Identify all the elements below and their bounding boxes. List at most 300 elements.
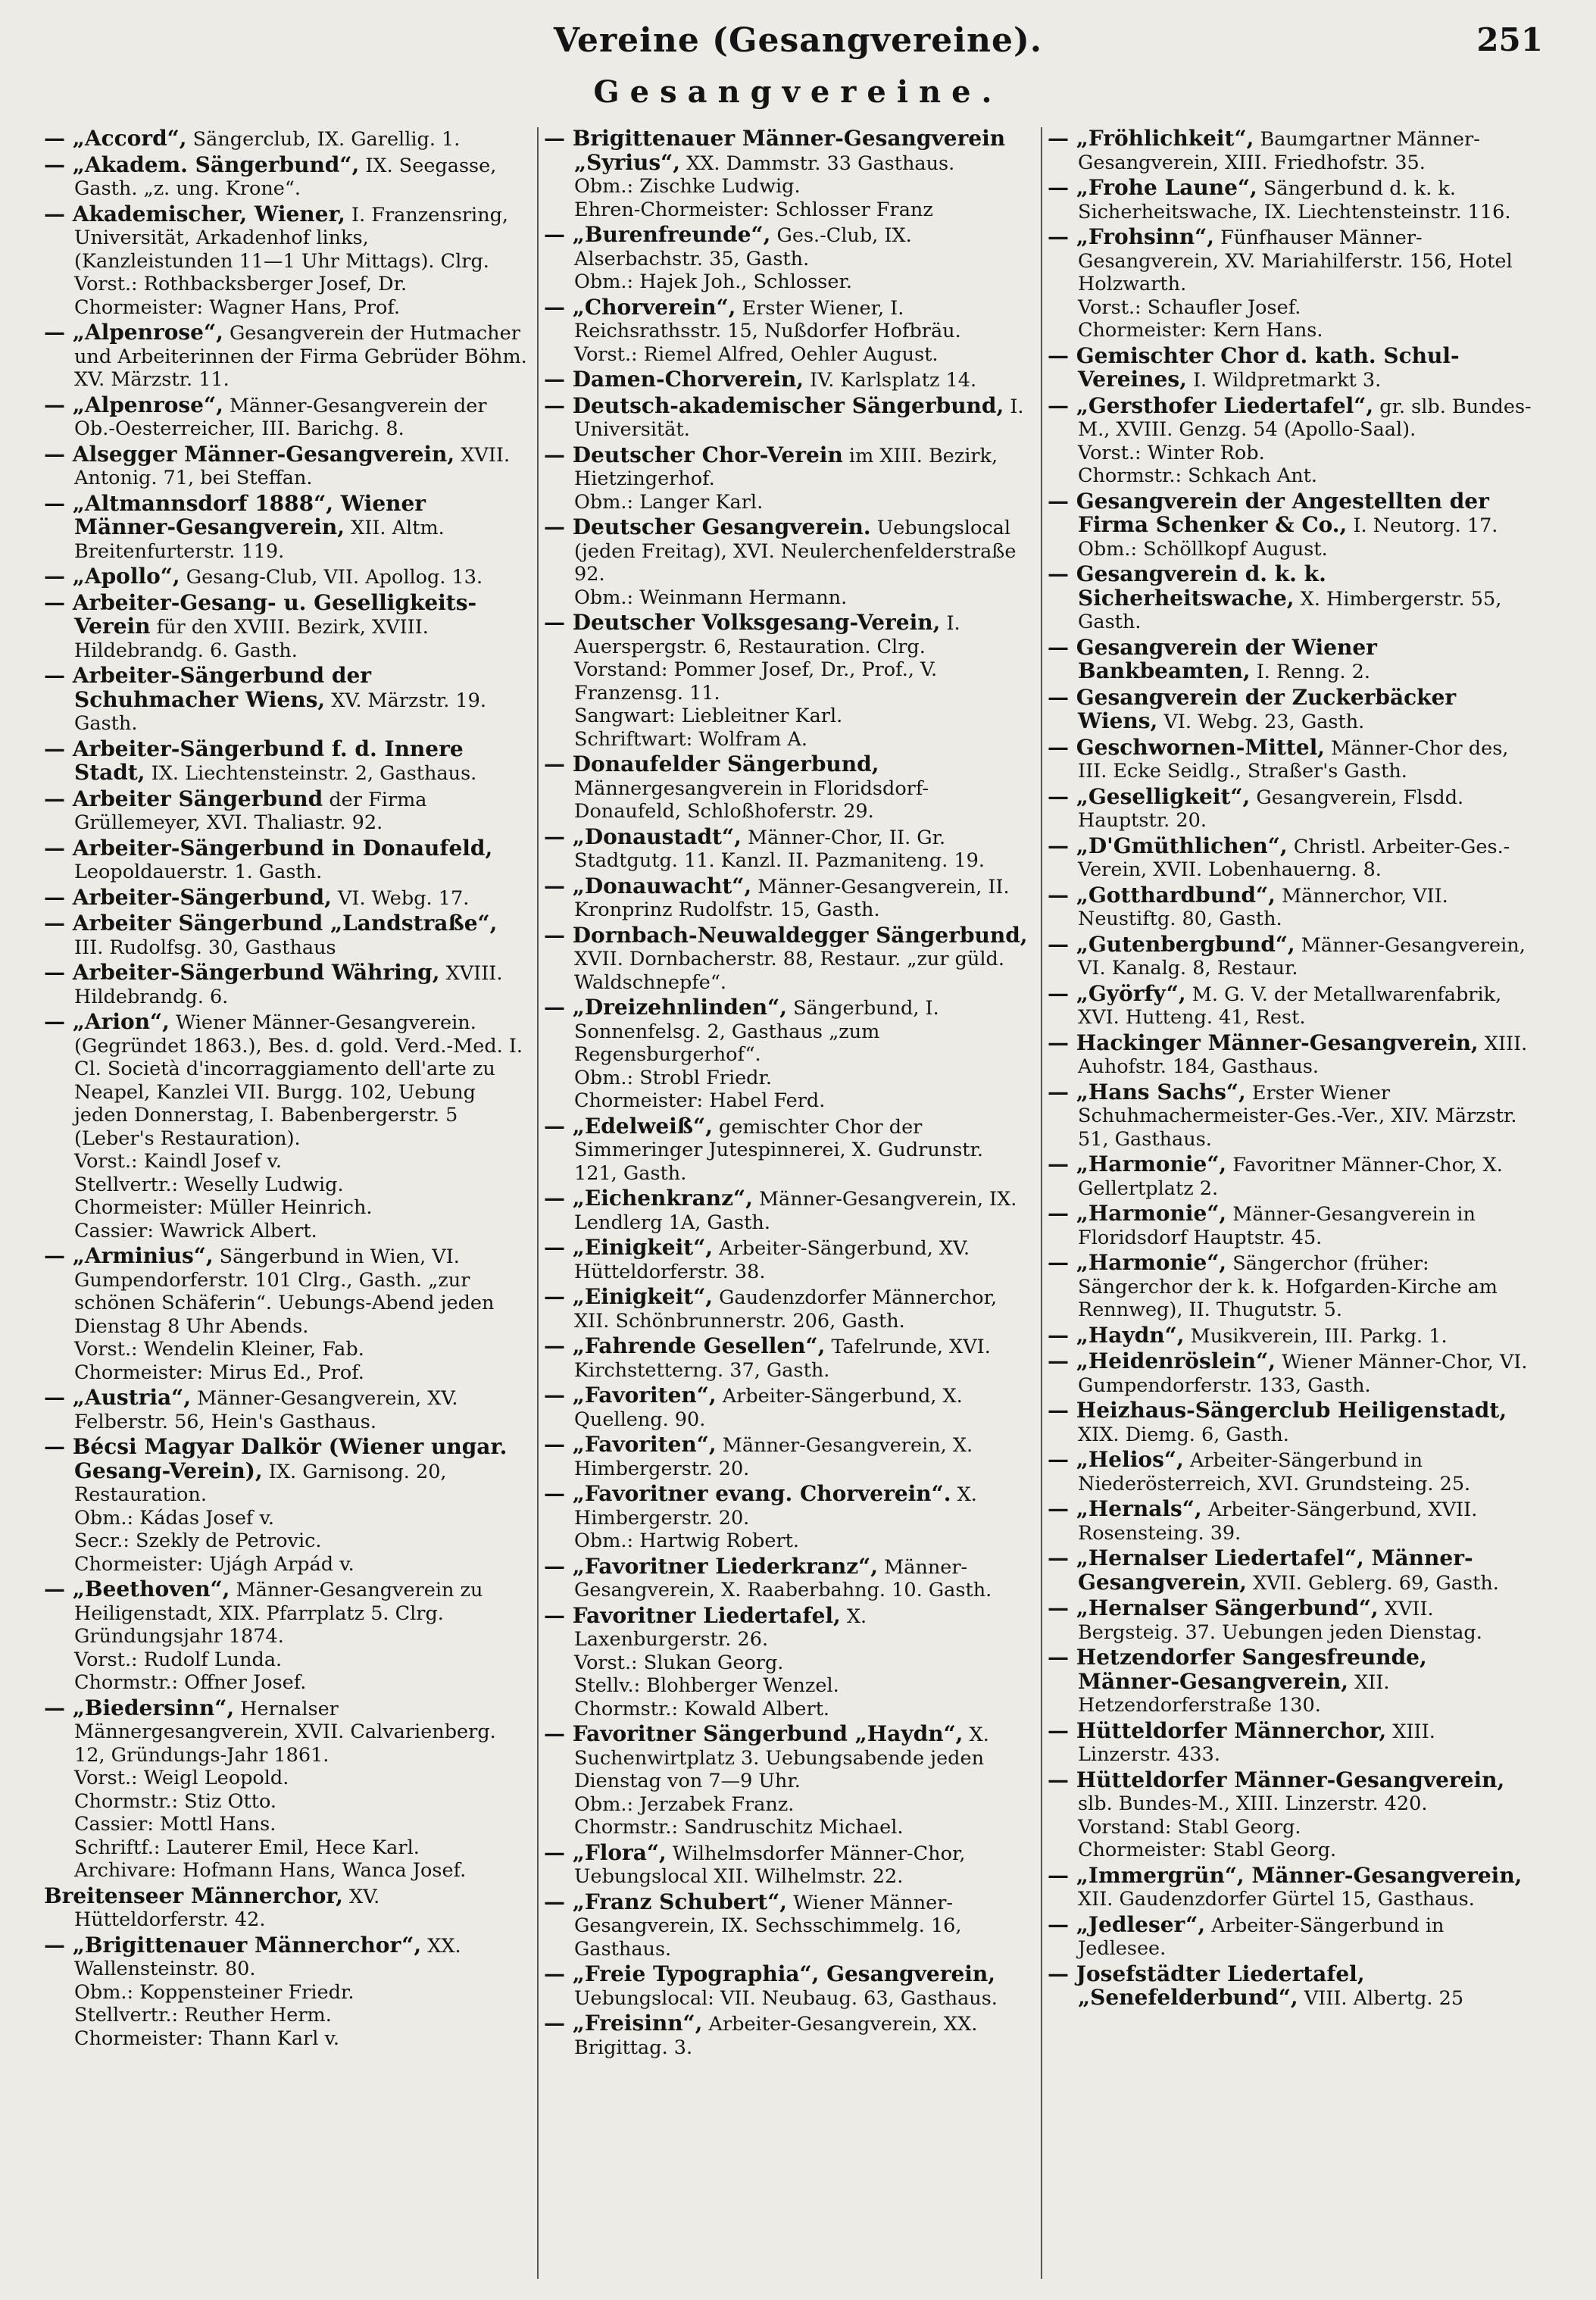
entry-name: — Arbeiter-Sängerbund f. d. Innere Stadt,	[44, 736, 464, 785]
entry-officer-line: Schriftwart: Wolfram A.	[574, 727, 807, 751]
entry-officer-line: Chormeister: Kern Hans.	[1078, 319, 1323, 342]
entry-details: Wiener Männer-Gesangverein. (Gegründet 1863.), Bes. d. gold. Verd.-Med. I. Cl. Società d'incorraggiamento dell'arte zu Neapel, Kanzlei VII. Burgg. 102, Uebung jeden Donnerstag, I. Babenbergerstr. 5 (Leber's Restauration).	[74, 1011, 523, 1150]
directory-entry	[44, 203, 529, 320]
entry-details: Männer-Gesangverein, II. Kronprinz Rudolfstr. 15, Gasth.	[574, 875, 1010, 921]
entry-officer-line: Vorst.: Rothbacksberger Josef, Dr.	[74, 273, 408, 295]
entry-name: — „Akadem. Sängerbund“,	[44, 152, 360, 177]
directory-entry	[1048, 1963, 1532, 2011]
directory-entry	[1048, 636, 1532, 684]
entry-name: — „Helios“,	[1048, 1447, 1184, 1472]
entry-details: XX. Wallensteinstr. 80.	[74, 1934, 461, 1980]
entry-details: X. Laxenburgerstr. 26.	[574, 1605, 867, 1651]
directory-entry	[544, 1286, 1029, 1333]
entry-name: — „Dreizehnlinden“,	[544, 995, 788, 1020]
entry-name: — „Hernalser Liedertafel“, Männer-Gesangverein,	[1048, 1545, 1473, 1595]
entry-officer-line: Vorst.: Riemel Alfred, Oehler August.	[574, 342, 939, 366]
directory-entry	[44, 589, 529, 663]
entry-details: XIX. Diemg. 6, Gasth.	[1078, 1423, 1289, 1446]
entry-name: — „Harmonie“,	[1048, 1201, 1227, 1226]
entry-officer-line: Obm.: Strobl Friedr.	[574, 1066, 773, 1089]
entry-name: — Arbeiter Sängerbund	[44, 786, 323, 811]
entry-details: XX. Dammstr. 33 Gasthaus.	[686, 152, 955, 175]
directory-entry	[1048, 563, 1532, 634]
entry-officer-line: Cassier: Mottl Hans.	[74, 1813, 276, 1836]
entry-name: — Akademischer, Wiener,	[44, 201, 345, 227]
entry-details: Leopoldauerstr. 1. Gasth.	[74, 861, 323, 883]
directory-entry	[544, 1384, 1029, 1431]
directory-entry	[544, 1433, 1029, 1480]
entry-name: — Deutsch-akademischer Sängerbund,	[544, 392, 1004, 418]
entry-officer-line: Obm.: Weinmann Hermann.	[574, 586, 848, 609]
entry-name: — Hütteldorfer Männerchor,	[1048, 1717, 1387, 1743]
entry-details: Sängerbund in Wien, VI. Gumpendorferstr. 101 Clrg., Gasth. „zur schönen Schäferin“. Uebungs-Abend jeden Dienstag 8 Uhr Abends.	[74, 1245, 495, 1338]
entry-officer-line: Chormeister: Habel Ferd.	[574, 1089, 826, 1112]
entry-details: Männer-Gesangverein, VI. Kanalg. 8, Restaur.	[1078, 933, 1526, 980]
entry-name: — „Donaustadt“,	[544, 823, 742, 849]
entry-name: — Hackinger Männer-Gesangverein,	[1048, 1030, 1479, 1055]
directory-entry	[1048, 884, 1532, 931]
directory-entry	[544, 823, 1029, 873]
entry-name: — Arbeiter-Sängerbund der Schuhmacher Wiens,	[44, 663, 372, 712]
entry-name: — „Biedersinn“,	[44, 1695, 235, 1720]
directory-entry	[44, 443, 529, 490]
directory-entry	[1048, 1081, 1532, 1152]
directory-entry	[544, 1483, 1029, 1553]
entry-details: XV. Hütteldorferstr. 42.	[74, 1885, 380, 1931]
directory-entry	[1048, 686, 1532, 734]
entry-details: Erster Wiener Schuhmachermeister-Ges.-Ver., XIV. Märzstr. 51, Gasthaus.	[1078, 1081, 1517, 1151]
directory-entry	[544, 611, 1029, 751]
entry-officer-line: Ehren-Chormeister: Schlosser Franz	[574, 198, 933, 221]
entry-officer-line: Schriftf.: Lauterer Emil, Hece Karl.	[74, 1836, 420, 1859]
directory-entry	[544, 875, 1029, 922]
entry-details: im XIII. Bezirk, Hietzingerhof.	[574, 444, 998, 490]
entry-name: — „Brigittenauer Männerchor“,	[44, 1932, 422, 1958]
entry-details: Arbeiter-Sängerbund, X. Quelleng. 90.	[574, 1385, 963, 1431]
column-3	[1048, 127, 1532, 2279]
entry-name: — „Arminius“,	[44, 1243, 214, 1268]
entry-details: I. Neutorg. 17.	[1353, 514, 1498, 537]
directory-entry	[1048, 1153, 1532, 1200]
entry-officer-line: Vorstand: Stabl Georg.	[1078, 1815, 1301, 1839]
entry-details: Uebungslocal: VII. Neubaug. 63, Gasthaus.	[574, 1986, 998, 2010]
directory-entry	[544, 1187, 1029, 1234]
entry-name: — „Accord“,	[44, 127, 187, 151]
entry-details: X. Suchenwirtplatz 3. Uebungsabende jeden Dienstag von 7—9 Uhr.	[574, 1723, 989, 1792]
entry-name: — „D'Gmüthlichen“,	[1048, 833, 1288, 858]
entry-details: für den XVIII. Bezirk, XVIII. Hildebrandg. 6. Gasth.	[74, 616, 429, 662]
directory-entry	[1048, 1769, 1532, 1862]
directory-entry	[1048, 1498, 1532, 1545]
entry-details: XVII. Dornbacherstr. 88, Restaur. „zur güld. Waldschnepfe“.	[574, 948, 1004, 994]
entry-name: — Deutscher Volksgesang-Verein,	[544, 610, 941, 635]
directory-entry	[44, 492, 529, 564]
directory-entry	[544, 2012, 1029, 2059]
entry-name: Breitenseer Männerchor,	[44, 1883, 343, 1908]
entry-officer-line: Stellvertr.: Weselly Ludwig.	[74, 1173, 344, 1196]
entry-details: IX. Liechtensteinstr. 2, Gasthaus.	[151, 762, 477, 785]
entry-details: Männer-Chor, II. Gr. Stadtgutg. 11. Kanzl. II. Pazmaniteng. 19.	[574, 826, 985, 872]
directory-entry	[44, 961, 529, 1008]
directory-entry	[1048, 1646, 1532, 1717]
directory-entry	[1048, 1399, 1532, 1446]
entry-name: — „Györfy“,	[1048, 980, 1186, 1006]
entry-details: IX. Seegasse, Gasth. „z. ung. Krone“.	[74, 154, 497, 200]
entry-details: Sängerchor (früher: Sängerchor der k. k. Hofgarden-Kirche am Rennweg), II. Thugutstr. 5.	[1078, 1252, 1498, 1321]
entry-details: I. Wildpretmarkt 3.	[1192, 369, 1382, 392]
entry-details: VIII. Albertg. 25	[1304, 1987, 1464, 2010]
directory-entry	[1048, 1202, 1532, 1249]
entry-details: Christl. Arbeiter-Ges.-Verein, XVII. Lobenhauerng. 8.	[1078, 835, 1510, 881]
entry-details: Arbeiter-Sängerbund, XVII. Rosensteing. 39.	[1078, 1498, 1478, 1545]
entry-details: Männer-Gesangverein der Ob.-Oesterreicher, III. Barichg. 8.	[74, 394, 487, 440]
directory-entry	[44, 127, 529, 152]
entry-details: Männer-Gesangverein, XV. Felberstr. 56, Hein's Gasthaus.	[74, 1387, 458, 1433]
entry-officer-line: Chormeister: Thann Karl v.	[74, 2027, 339, 2050]
entry-details: IX. Garnisong. 20, Restauration.	[74, 1460, 447, 1506]
entry-details: Tafelrunde, XVI. Kirchstetterng. 37, Gasth.	[574, 1336, 991, 1382]
entry-officer-line: Chormstr.: Offner Josef.	[74, 1671, 307, 1694]
directory-entry	[44, 1885, 529, 1932]
entry-details: I. Renng. 2.	[1256, 661, 1370, 683]
directory-entry	[44, 912, 529, 959]
directory-entry	[1048, 1911, 1532, 1961]
entry-details: III. Rudolfsg. 30, Gasthaus	[74, 936, 336, 959]
entry-details: Baumgartner Männer-Gesangverein, XIII. Friedhofstr. 35.	[1078, 128, 1480, 174]
directory-entry	[544, 996, 1029, 1113]
entry-name: — „Favoriten“,	[544, 1432, 717, 1457]
entry-officer-line: Cassier: Wawrick Albert.	[74, 1219, 317, 1242]
directory-entry	[544, 1236, 1029, 1283]
entry-details: Uebungslocal (jeden Freitag), XVI. Neulerchenfelderstraße 92.	[574, 517, 1017, 586]
entry-name: — Arbeiter Sängerbund „Landstraße“,	[44, 911, 498, 936]
directory-entry	[1048, 1252, 1532, 1322]
entry-officer-line: Chormeister: Müller Heinrich.	[74, 1196, 373, 1219]
entry-details: XII. Hetzendorferstraße 130.	[1078, 1670, 1390, 1717]
entry-name: — Donaufelder Sängerbund,	[544, 752, 879, 777]
directory-entry	[44, 664, 529, 736]
directory-entry	[1048, 980, 1532, 1030]
directory-entry	[544, 1839, 1029, 1889]
entry-name: — „Geselligkeit“,	[1048, 783, 1251, 809]
entry-name: — „Favoritner evang. Chorverein“.	[544, 1481, 951, 1506]
entry-name: — „Hernals“,	[1048, 1496, 1202, 1521]
entry-name: — Hütteldorfer Männer-Gesangverein,	[1048, 1767, 1505, 1792]
directory-entry	[1048, 1324, 1532, 1348]
directory-entry	[544, 127, 1029, 221]
entry-details: gr. slb. Bundes-M., XVIII. Genzg. 54 (Apollo-Saal).	[1078, 395, 1532, 441]
entry-name: — Favoritner Liedertafel,	[544, 1602, 841, 1628]
directory-entry	[544, 753, 1029, 823]
entry-details: Gesang-Club, VII. Apollog. 13.	[186, 566, 483, 589]
directory-entry	[544, 516, 1029, 609]
entry-officer-line: Chormstr.: Schkach Ant.	[1078, 464, 1318, 487]
entry-details: XV. Märzstr. 19. Gasth.	[74, 689, 486, 735]
entry-name: — Hetzendorfer Sangesfreunde, Männer-Gesangverein,	[1048, 1645, 1427, 1694]
entry-details: XIII. Auhofstr. 184, Gasthaus.	[1078, 1032, 1528, 1078]
entry-name: — „Donauwacht“,	[544, 873, 752, 898]
entry-officer-line: Obm.: Langer Karl.	[574, 490, 764, 514]
entry-name: — Gesangverein der Zuckerbäcker Wiens,	[1048, 684, 1457, 733]
entry-details: Arbeiter-Sängerbund in Jedlesee.	[1078, 1914, 1445, 1960]
entry-details: der Firma Grüllemeyer, XVI. Thaliastr. 92.	[74, 788, 427, 834]
entry-name: — „Fahrende Gesellen“,	[544, 1333, 826, 1358]
entry-details: XVII. Antonig. 71, bei Steffan.	[74, 443, 511, 489]
entry-details: XIII. Linzerstr. 433.	[1078, 1720, 1435, 1766]
directory-entry	[44, 837, 529, 884]
directory-entry	[1048, 1350, 1532, 1397]
entry-details: Ges.-Club, IX. Alserbachstr. 35, Gasth.	[574, 224, 912, 270]
entry-name: — „Jedleser“,	[1048, 1911, 1206, 1937]
entry-name: — „Altmannsdorf 1888“, Wiener Männer-Gesangverein,	[44, 490, 426, 539]
page-header	[0, 17, 1596, 62]
entry-details: XVII. Bergsteig. 37. Uebungen jeden Dienstag.	[1078, 1598, 1482, 1644]
entry-name: — „Favoritner Liederkranz“,	[544, 1553, 878, 1579]
entry-officer-line: Obm.: Kádas Josef v.	[74, 1506, 274, 1530]
entry-name: — Arbeiter-Sängerbund Währing,	[44, 960, 440, 985]
directory-entry	[1048, 835, 1532, 882]
entry-details: M. G. V. der Metallwarenfabrik, XVI. Hutteng. 41, Rest.	[1078, 983, 1502, 1029]
directory-entry	[544, 1335, 1029, 1382]
entry-details: Wiener Männer-Gesangverein, IX. Sechsschimmelg. 16, Gasthaus.	[574, 1891, 962, 1961]
entry-name: — „Hans Sachs“,	[1048, 1079, 1246, 1105]
directory-entry	[544, 1602, 1029, 1721]
directory-entry	[1048, 1547, 1532, 1595]
entry-officer-line: Vorst.: Kaindl Josef v.	[74, 1150, 282, 1173]
entry-officer-line: Secr.: Szekly de Petrovic.	[74, 1530, 322, 1552]
entry-officer-line: Chormeister: Mirus Ed., Prof.	[74, 1361, 364, 1384]
directory-entry	[1048, 1597, 1532, 1644]
entry-name: — „Eichenkranz“,	[544, 1186, 753, 1211]
entry-name: — Deutscher Chor-Verein	[544, 442, 843, 467]
page-title: Vereine (Gesangvereine).	[553, 21, 1043, 60]
directory-entry	[544, 1963, 1029, 2010]
directory-entry	[44, 738, 529, 786]
directory-entry	[1048, 127, 1532, 174]
entry-details: Männer-Gesangverein zu Heiligenstadt, XIX. Pfarrplatz 5. Clrg. Gründungsjahr 1874.	[74, 1579, 483, 1648]
entry-name: — Damen-Chorverein,	[544, 367, 804, 392]
directory-entry	[1048, 1448, 1532, 1495]
entry-name: — „Franz Schubert“,	[544, 1889, 788, 1914]
entry-name: — Arbeiter-Sängerbund in Donaufeld,	[44, 835, 493, 861]
entry-name: — Gesangverein d. k. k. Sicherheitswache,	[1048, 561, 1326, 611]
entry-officer-line: Vorst.: Wendelin Kleiner, Fab.	[74, 1338, 364, 1361]
entry-name: — Deutscher Gesangverein.	[544, 514, 871, 539]
entry-details: Arbeiter-Sängerbund, XV. Hütteldorferstr. 38.	[574, 1237, 970, 1283]
directory-entry	[44, 886, 529, 911]
entry-details: Fünfhauser Männer-Gesangverein, XV. Mariahilferstr. 156, Hotel Holzwarth.	[1078, 227, 1513, 295]
page-number: 251	[1476, 21, 1543, 58]
entry-name: — Geschwornen-Mittel,	[1048, 734, 1326, 760]
entry-name: — „Flora“,	[544, 1839, 667, 1865]
entry-details: VI. Webg. 17.	[337, 886, 470, 910]
entry-name: — „Gersthofer Liedertafel“,	[1048, 392, 1374, 418]
directory-entry	[544, 924, 1029, 995]
section-title: Gesangvereine.	[593, 74, 1003, 110]
entry-name: — „Freisinn“,	[544, 2011, 703, 2036]
entry-details: Arbeiter-Gesangverein, XX. Brigittag. 3.	[574, 2013, 978, 2059]
entry-officer-line: Vorst.: Weigl Leopold.	[74, 1767, 289, 1789]
entry-details: slb. Bundes-M., XIII. Linzerstr. 420.	[1078, 1792, 1428, 1815]
entry-officer-line: Vorst.: Slukan Georg.	[574, 1651, 784, 1674]
entry-officer-line: Archivare: Hofmann Hans, Wanca Josef.	[74, 1859, 467, 1882]
entry-name: — „Burenfreunde“,	[544, 222, 771, 247]
entry-officer-line: Obm.: Jerzabek Franz.	[574, 1792, 795, 1816]
entry-details: VI. Webg. 23, Gasth.	[1163, 711, 1365, 733]
directory-entry	[44, 1245, 529, 1384]
entry-details: Männergesangverein in Floridsdorf-Donaufeld, Schloßhoferstr. 29.	[574, 777, 929, 823]
directory-entry	[1048, 226, 1532, 342]
entry-name: — „Gutenbergbund“,	[1048, 931, 1295, 957]
entry-name: — Dornbach-Neuwaldegger Sängerbund,	[544, 922, 1028, 948]
directory-entry	[44, 1578, 529, 1695]
entry-details: I. Franzensring, Universität, Arkadenhof links, (Kanzleistunden 11—1 Uhr Mittags). Clrg.	[74, 203, 509, 273]
directory-entry	[1048, 1864, 1532, 1911]
entry-details: Wilhelmsdorfer Männer-Chor, Uebungslocal XII. Wilhelmstr. 22.	[574, 1842, 966, 1888]
entry-officer-line: Sangwart: Liebleitner Karl.	[574, 705, 843, 727]
directory-entry	[44, 1436, 529, 1576]
directory-entry	[1048, 342, 1532, 392]
directory-entry	[44, 1934, 529, 2051]
entry-name: — „Harmonie“,	[1048, 1250, 1227, 1275]
directory-entry	[544, 223, 1029, 294]
entry-details: IV. Karlsplatz 14.	[810, 369, 977, 392]
entry-officer-line: Stellv.: Blohberger Wenzel.	[574, 1674, 839, 1697]
entry-details: gemischter Chor der Simmeringer Jutespinnerei, X. Gudrunstr. 121, Gasth.	[574, 1115, 984, 1185]
entry-officer-line: Chormeister: Wagner Hans, Prof.	[74, 295, 401, 319]
entry-name: — „Freie Typographia“, Gesangverein,	[544, 1961, 996, 1986]
entry-officer-line: Chormeister: Stabl Georg.	[1078, 1839, 1337, 1861]
entry-officer-line: Obm.: Hartwig Robert.	[574, 1530, 800, 1552]
entry-details: Männer-Gesangverein in Floridsdorf Hauptstr. 45.	[1078, 1203, 1476, 1249]
directory-entry	[544, 392, 1029, 442]
entry-name: — „Chorverein“,	[544, 294, 736, 320]
entry-details: Arbeiter-Sängerbund in Niederösterreich, XVI. Grundsteing. 25.	[1078, 1449, 1471, 1495]
entry-details: Männer-Gesangverein, IX. Lendlerg 1A, Gasth.	[574, 1188, 1017, 1234]
directory-entry	[1048, 490, 1532, 561]
entry-name: — „Arion“,	[44, 1009, 170, 1034]
entry-name: — „Frohsinn“,	[1048, 224, 1214, 249]
entry-details: XII. Gaudenzdorfer Gürtel 15, Gasthaus.	[1078, 1888, 1475, 1911]
entry-name: — „Austria“,	[44, 1385, 192, 1410]
entry-details: Sängerbund d. k. k. Sicherheitswache, IX. Liechtensteinstr. 116.	[1078, 177, 1511, 223]
entry-name: — Arbeiter-Gesang- u. Geselligkeits-Verein	[44, 589, 477, 639]
entry-name: — Favoritner Sängerbund „Haydn“,	[544, 1721, 964, 1746]
entry-name: — „Alpenrose“,	[44, 320, 223, 345]
entry-name: — „Apollo“,	[44, 564, 180, 589]
entry-officer-line: Chormstr.: Stiz Otto.	[74, 1789, 277, 1813]
column-2	[544, 127, 1029, 2279]
entry-name: — „Haydn“,	[1048, 1322, 1185, 1348]
directory-entry	[544, 444, 1029, 514]
entry-officer-line: Obm.: Schöllkopf August.	[1078, 537, 1328, 561]
directory-entry	[1048, 736, 1532, 783]
entry-details: XII. Altm. Breitenfurterstr. 119.	[74, 517, 445, 563]
entry-name: — „Heidenröslein“,	[1048, 1348, 1276, 1373]
entry-officer-line: Obm.: Koppensteiner Friedr.	[74, 1980, 354, 2004]
entry-details: X. Himbergerstr. 55, Gasth.	[1078, 587, 1502, 633]
entry-details: Männer-Gesangverein, X. Himbergerstr. 20.	[574, 1434, 973, 1480]
directory-entry	[44, 394, 529, 441]
entry-name: — „Favoriten“,	[544, 1383, 717, 1408]
entry-details: Hernalser Männergesangverein, XVII. Calvarienberg. 12, Gründungs-Jahr 1861.	[74, 1697, 496, 1767]
directory-entry	[1048, 177, 1532, 223]
directory-entry	[1048, 1717, 1532, 1767]
entry-officer-line: Chormstr.: Sandruschitz Michael.	[574, 1816, 904, 1839]
entry-name: — „Einigkeit“,	[544, 1235, 714, 1260]
entry-officer-line: Obm.: Zischke Ludwig.	[574, 175, 801, 198]
entry-name: — „Einigkeit“,	[544, 1284, 714, 1309]
entry-name: — „Edelweiß“,	[544, 1113, 713, 1139]
entry-officer-line: Obm.: Hajek Joh., Schlosser.	[574, 270, 852, 293]
entry-officer-line: Vorstand: Pommer Josef, Dr., Prof., V. Franzensg. 11.	[574, 658, 938, 705]
entry-details: Favoritner Männer-Chor, X. Gellertplatz 2.	[1078, 1154, 1503, 1200]
entry-name: — „Fröhlichkeit“,	[1048, 127, 1254, 151]
directory-entry	[544, 296, 1029, 367]
directory-entry	[1048, 392, 1532, 488]
entry-name: — Brigittenauer Männer-Gesangverein „Syrius“,	[544, 127, 1006, 175]
columns	[44, 127, 1551, 2279]
entry-details: Sängerclub, IX. Garellig. 1.	[192, 128, 461, 151]
entry-name: — Gesangverein der Angestellten der Firma Schenker & Co.,	[1048, 488, 1489, 537]
entry-name: — „Frohe Laune“,	[1048, 175, 1257, 200]
directory-entry	[44, 154, 529, 201]
entry-details: Musikverein, III. Parkg. 1.	[1190, 1324, 1448, 1348]
entry-details: I. Universität.	[574, 395, 1024, 441]
entry-officer-line: Vorst.: Schaufler Josef.	[1078, 295, 1301, 319]
entry-name: — „Hernalser Sängerbund“,	[1048, 1595, 1379, 1620]
entry-details: Sängerbund, I. Sonnenfelsg. 2, Gasthaus „zum Regensburgerhof“.	[574, 997, 939, 1066]
directory-entry	[1048, 783, 1532, 833]
entry-name: — Josefstädter Liedertafel, „Senefelderbund“,	[1048, 1961, 1365, 2010]
entry-officer-line: Stellvertr.: Reuther Herm.	[74, 2004, 332, 2027]
entry-name: — „Beethoven“,	[44, 1577, 230, 1602]
entry-details: X. Himbergerstr. 20.	[574, 1483, 977, 1530]
directory-entry	[544, 1115, 1029, 1186]
entry-officer-line: Vorst.: Winter Rob.	[1078, 441, 1265, 464]
entry-details: XVIII. Hildebrandg. 6.	[74, 962, 503, 1008]
entry-name: — Arbeiter-Sängerbund,	[44, 884, 332, 910]
entry-details: Männer-Gesangverein, X. Raaberbahng. 10. Gasth.	[574, 1555, 992, 1602]
directory-entry	[1048, 933, 1532, 980]
entry-name: — Bécsi Magyar Dalkör (Wiener ungar. Gesang-Verein),	[44, 1434, 508, 1483]
directory-entry	[544, 368, 1029, 392]
entry-details: Gesangverein, Flsdd. Hauptstr. 20.	[1078, 786, 1464, 832]
column-1	[44, 127, 529, 2279]
directory-entry	[44, 788, 529, 835]
directory-entry	[44, 1697, 529, 1883]
entry-details: XVII. Geblerg. 69, Gasth.	[1253, 1571, 1499, 1595]
entry-details: Männerchor, VII. Neustiftg. 80, Gasth.	[1078, 884, 1448, 930]
entry-details: Gaudenzdorfer Männerchor, XII. Schönbrunnerstr. 206, Gasth.	[574, 1286, 998, 1333]
entry-name: — „Harmonie“,	[1048, 1152, 1227, 1177]
entry-details: Wiener Männer-Chor, VI. Gumpendorferstr. 133, Gasth.	[1078, 1351, 1528, 1397]
entry-name: — Gesangverein der Wiener Bankbeamten,	[1048, 634, 1377, 683]
entry-officer-line: Vorst.: Rudolf Lunda.	[74, 1648, 283, 1671]
entry-name: — Alsegger Männer-Gesangverein,	[44, 441, 455, 467]
directory-entry	[1048, 1032, 1532, 1079]
entry-details: Männer-Chor des, III. Ecke Seidlg., Straßer's Gasth.	[1078, 736, 1509, 783]
entry-details: I. Auerspergstr. 6, Restauration. Clrg.	[574, 612, 960, 658]
directory-entry	[44, 321, 529, 392]
entry-name: — Heizhaus-Sängerclub Heiligenstadt,	[1048, 1398, 1507, 1423]
entry-name: — „Gotthardbund“,	[1048, 882, 1276, 908]
directory-entry	[544, 1555, 1029, 1602]
entry-officer-line: Chormstr.: Kowald Albert.	[574, 1697, 830, 1720]
entry-name: — „Alpenrose“,	[44, 392, 223, 417]
directory-entry	[544, 1891, 1029, 1961]
directory-entry	[44, 1011, 529, 1242]
